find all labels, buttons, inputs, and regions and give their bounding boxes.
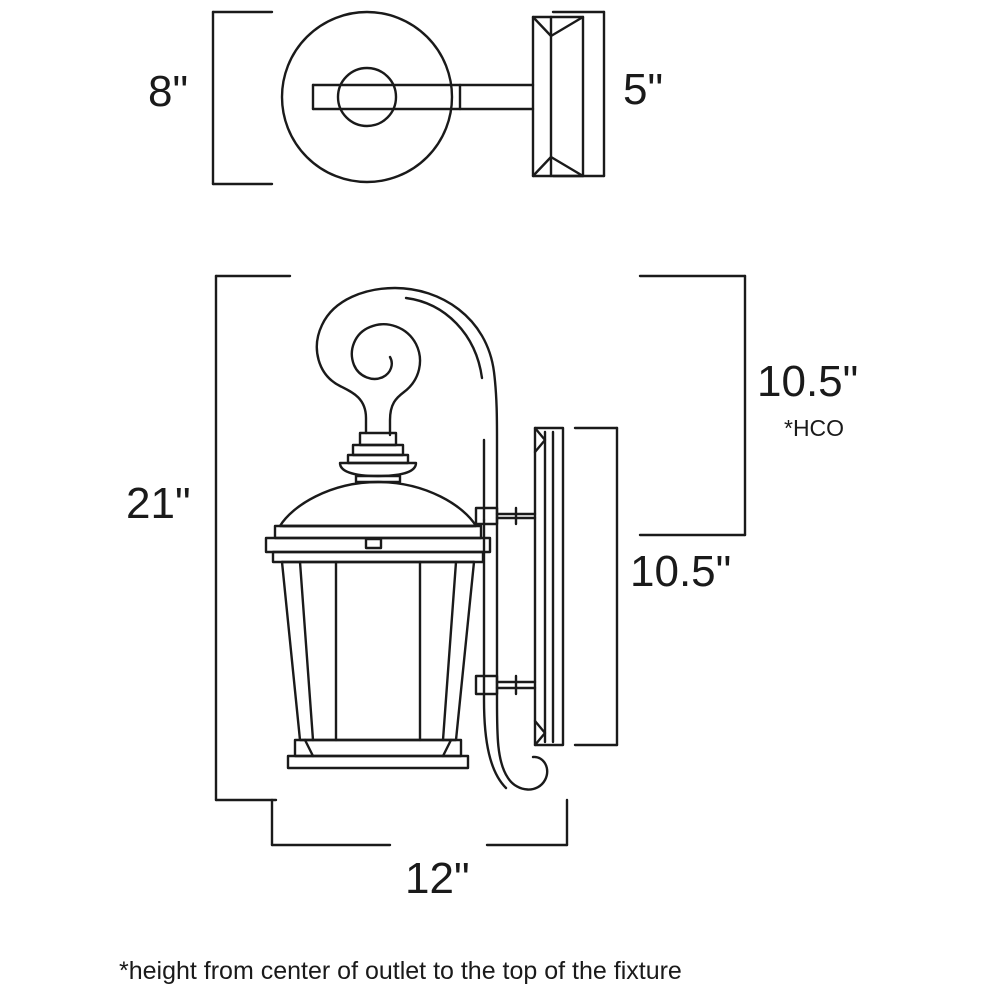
- side-view-wall-plate: [535, 428, 563, 745]
- fixture-scroll-arm-lower: [484, 520, 547, 790]
- lantern-base: [288, 740, 468, 768]
- lantern-latch: [366, 539, 381, 548]
- lantern-cornice: [266, 538, 490, 562]
- dimension-label-mount-105in: 10.5": [630, 547, 732, 596]
- footnote-text: *height from center of outlet to the top of the fixture: [119, 957, 682, 985]
- lantern-glass-body: [282, 562, 474, 740]
- dim-bracket-105-mid: [575, 428, 617, 745]
- dim-bracket-5in: [553, 12, 604, 176]
- top-view-backplate: [282, 12, 452, 182]
- top-view-arm: [313, 85, 533, 109]
- dim-bracket-12in: [272, 800, 567, 845]
- lantern-roof: [275, 482, 481, 538]
- dimension-label-height-21in: 21": [126, 479, 191, 528]
- dim-bracket-8in: [213, 12, 272, 184]
- top-view-mount-block: [533, 17, 583, 176]
- dimension-label-hco-105in: 10.5": [757, 357, 859, 406]
- fixture-neck: [340, 433, 416, 482]
- dimension-label-depth-5in: 5": [623, 65, 664, 114]
- dimension-label-extension-12in: 12": [405, 854, 470, 903]
- dimension-label-hco-note: *HCO: [784, 415, 845, 441]
- dimension-label-height-8in: 8": [148, 67, 189, 116]
- dim-bracket-105-top: [640, 276, 745, 535]
